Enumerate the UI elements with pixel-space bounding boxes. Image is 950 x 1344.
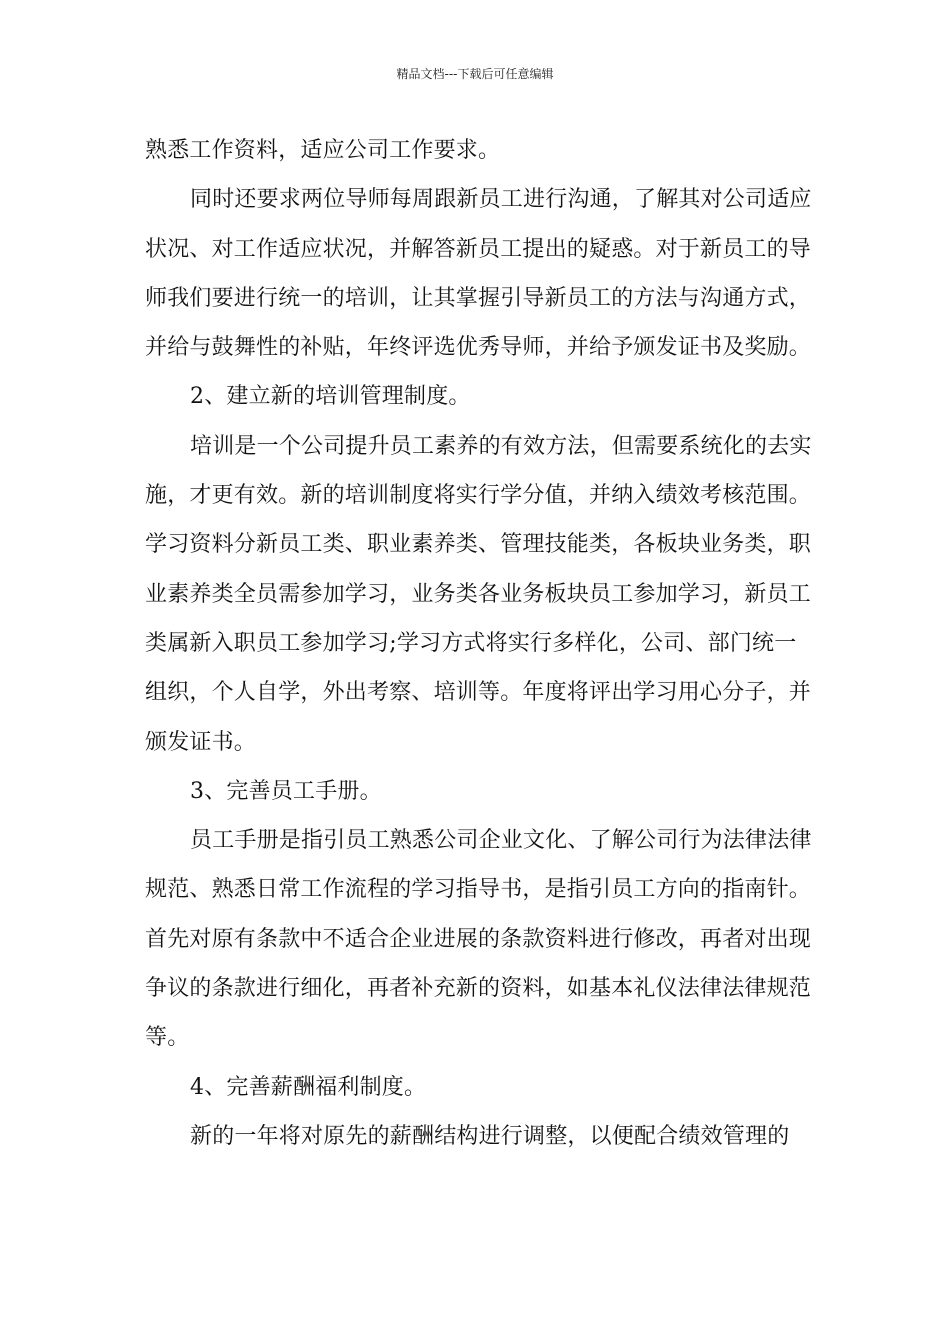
section-heading-compensation: 4、完善薪酬福利制度。 [190, 1074, 427, 1100]
document-body [145, 126, 815, 1161]
paragraph-training-system: 培训是一个公司提升员工素养的有效方法，但需要系统化的去实施，才更有效。新的培训制度将实行学分值，并纳入绩效考核范围。学习资料分新员工类、职业素养类、管理技能类，各板块业务类，职业素养类全员需参加学习，业务类各业务板块员工参加学习，新员工类属新入职员工参加学习;学习方式将实行多样化，公司、部门统一组织，个人自学，外出考察、培训等。年度将评出学习用心分子，并颁发证书。 [145, 433, 812, 755]
paragraph-continuation: 熟悉工作资料，适应公司工作要求。 [145, 138, 501, 163]
paragraph-employee-handbook: 员工手册是指引员工熟悉公司企业文化、了解公司行为法律法律规范、熟悉日常工作流程的学习指导书，是指引员工方向的指南针。首先对原有条款中不适合企业进展的条款资料进行修改，再者对出现争议的条款进行细化，再者补充新的资料，如基本礼仪法律法律规范等。 [145, 828, 812, 1051]
paragraph-compensation: 新的一年将对原先的薪酬结构进行调整，以便配合绩效管理的 [190, 1123, 790, 1149]
section-heading-training-system: 2、建立新的培训管理制度。 [190, 384, 471, 410]
paragraph-mentor-communication: 同时还要求两位导师每周跟新员工进行沟通，了解其对公司适应状况、对工作适应状况，并解答新员工提出的疑惑。对于新员工的导师我们要进行统一的培训，让其掌握引导新员工的方法与沟通方式，并给与鼓舞性的补贴，年终评选优秀导师，并给予颁发证书及奖励。 [145, 187, 812, 361]
section-heading-employee-handbook: 3、完善员工手册。 [190, 778, 382, 804]
page-header: 精品文档---下载后可任意编辑 [396, 67, 554, 81]
